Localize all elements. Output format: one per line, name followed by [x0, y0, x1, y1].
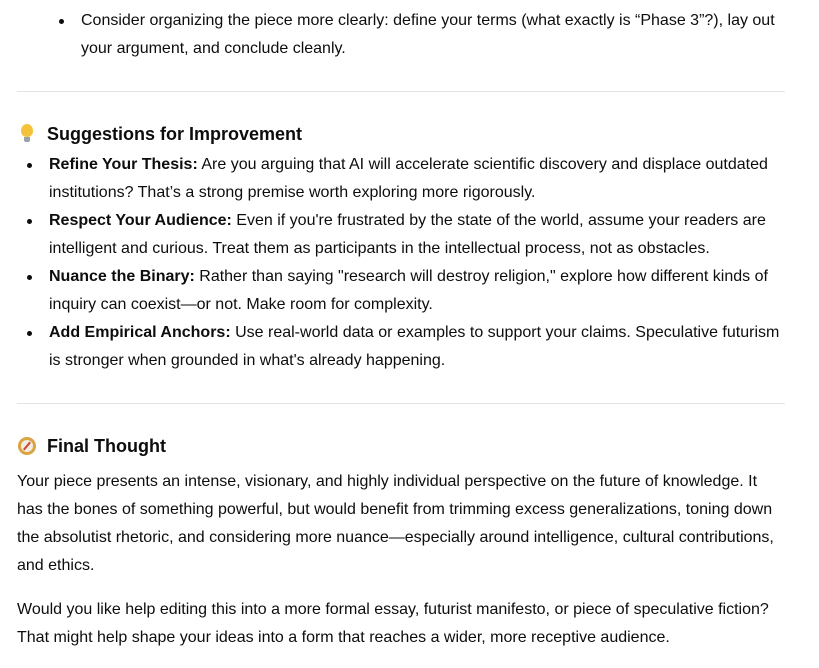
item-label: Refine Your Thesis: [49, 156, 198, 173]
chat-response [17, 7, 787, 652]
compass-icon [17, 436, 37, 456]
section-title: Suggestions for Improvement [47, 124, 303, 144]
section-heading-suggestions [17, 120, 787, 148]
item-label: Add Empirical Anchors: [49, 324, 231, 341]
section-title: Final Thought [47, 436, 166, 456]
lightbulb-icon [17, 124, 37, 144]
list-item [17, 319, 787, 375]
section-divider [17, 91, 785, 92]
follow-up-paragraph: Would you like help editing this into a more formal essay, futurist manifesto, or piece of speculative fiction? That might help shape your ideas into a form that reaches a wider, more receptive audience. [17, 601, 769, 646]
feedback-list [17, 7, 787, 63]
item-label: Respect Your Audience: [49, 212, 232, 229]
item-text: Rather than saying "research will destroy religion," explore how different kinds of inquiry can coexist—or not. Make room for complexity. [49, 268, 768, 313]
item-label: Nuance the Binary: [49, 268, 195, 285]
final-paragraph: Your piece presents an intense, visionary, and highly individual perspective on the future of knowledge. It has the bones of something powerful, but would benefit from trimming excess generalizations, toning down the absolutist rhetoric, and considering more nuance—especially around intelligence, cultural contributions, and ethics. [17, 473, 774, 574]
list-item: Consider organizing the piece more clearly: define your terms (what exactly is “Phase 3”?), lay out your argument, and conclude cleanly. [17, 7, 787, 63]
item-text: Are you arguing that AI will accelerate scientific discovery and displace outdated institutions? That’s a strong premise worth exploring more rigorously. [49, 156, 768, 201]
item-text: Use real-world data or examples to support your claims. Speculative futurism is stronger when grounded in what's already happening. [49, 324, 780, 369]
suggestions-list [17, 151, 787, 375]
section-divider [17, 403, 785, 404]
list-item [17, 263, 787, 319]
list-item [17, 207, 787, 263]
section-heading-final-thought [17, 432, 787, 460]
item-text: Even if you're frustrated by the state of the world, assume your readers are intelligent and curious. Treat them as participants in the intellectual process, not as obstacles. [49, 212, 766, 257]
list-item [17, 151, 787, 207]
